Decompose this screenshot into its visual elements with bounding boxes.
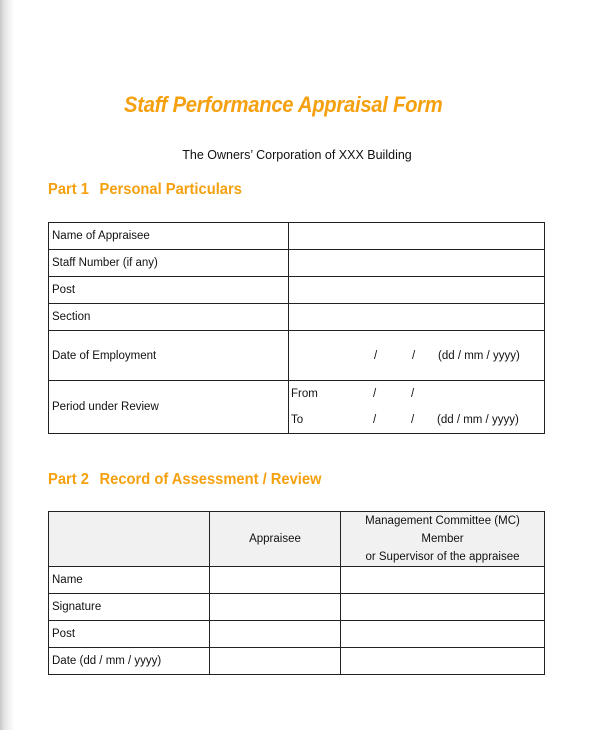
date-separator: / [412,349,416,362]
post-label: Post [49,277,289,304]
table-row [49,304,545,331]
table-row [49,381,545,434]
table-row [49,621,545,648]
table-row [49,277,545,304]
mc-header-line2: or Supervisor of the appraisee [365,551,520,563]
assessment-record-table [48,511,545,675]
table-row [49,250,545,277]
part1-heading [48,181,242,199]
table-row [49,331,545,381]
appraisee-post-field[interactable] [210,621,341,648]
date-separator: / [374,349,378,362]
mc-header-line1: Management Committee (MC) Member [365,515,520,545]
table-row [49,594,545,621]
form-title: Staff Performance Appraisal Form [124,92,443,117]
part2-heading [48,471,321,489]
mc-name-field[interactable] [341,567,545,594]
from-label: From [291,388,318,400]
signature-row-label: Signature [49,594,210,621]
section-field[interactable] [289,304,545,331]
staff-number-field[interactable] [289,250,545,277]
mc-date-field[interactable] [341,648,545,675]
form-subtitle: The Owners’ Corporation of XXX Building [182,148,412,162]
name-of-appraisee-field[interactable] [289,223,545,250]
date-row-label: Date (dd / mm / yyyy) [49,648,210,675]
part2-title: Record of Assessment / Review [99,471,322,488]
post-row-label: Post [49,621,210,648]
date-of-employment-field[interactable] [289,331,545,381]
date-separator: / [411,388,415,400]
table-header-row [49,512,545,567]
name-of-appraisee-label: Name of Appraisee [49,223,289,250]
table-row [49,648,545,675]
part1-number: Part 1 [48,181,89,198]
date-format-hint: (dd / mm / yyyy) [438,349,520,362]
date-of-employment-label: Date of Employment [49,331,289,381]
table-row [49,567,545,594]
period-under-review-label: Period under Review [49,381,289,434]
date-separator: / [373,388,377,400]
section-label: Section [49,304,289,331]
mc-column-header [341,512,545,567]
part1-title: Personal Particulars [99,181,242,198]
header-blank-cell [49,512,210,567]
appraisee-date-field[interactable] [210,648,341,675]
post-field[interactable] [289,277,545,304]
staff-number-label: Staff Number (if any) [49,250,289,277]
appraisee-column-header: Appraisee [210,512,341,567]
name-row-label: Name [49,567,210,594]
date-separator: / [411,414,415,426]
part2-number: Part 2 [48,471,89,488]
appraisee-name-field[interactable] [210,567,341,594]
date-format-hint: (dd / mm / yyyy) [437,414,519,426]
period-under-review-field[interactable] [289,381,545,434]
table-row [49,223,545,250]
date-separator: / [373,414,377,426]
mc-post-field[interactable] [341,621,545,648]
personal-particulars-table [48,222,545,434]
appraisee-signature-field[interactable] [210,594,341,621]
to-label: To [291,414,304,426]
mc-signature-field[interactable] [341,594,545,621]
page-edge-shadow [0,0,14,730]
